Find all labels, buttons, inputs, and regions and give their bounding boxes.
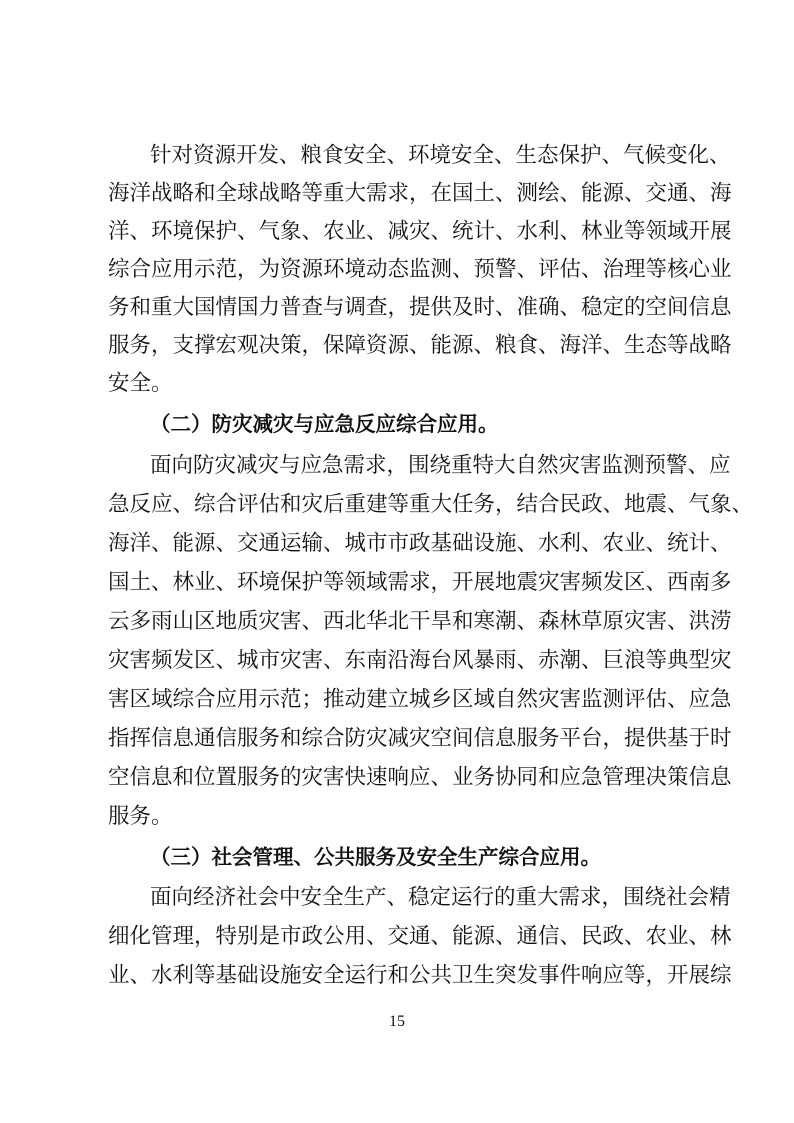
paragraph-line: 海洋、能源、交通运输、城市市政基础设施、水利、农业、统计、 bbox=[108, 531, 732, 556]
section-heading: （三）社会管理、公共服务及安全生产综合应用。 bbox=[150, 845, 601, 869]
paragraph-line: 综合应用示范，为资源环境动态监测、预警、评估、治理等核心业 bbox=[108, 257, 732, 282]
paragraph-line: 安全。 bbox=[108, 371, 173, 396]
paragraph-line: 云多雨山区地质灾害、西北华北干旱和寒潮、森林草原灾害、洪涝 bbox=[108, 609, 732, 634]
paragraph-line: 灾害频发区、城市灾害、东南沿海台风暴雨、赤潮、巨浪等典型灾 bbox=[108, 648, 732, 673]
paragraph-line: 业、水利等基础设施安全运行和公共卫生突发事件响应等，开展综 bbox=[108, 963, 732, 988]
section-heading: （二）防灾减灾与应急反应综合应用。 bbox=[150, 412, 499, 436]
page-number: 15 bbox=[389, 1013, 405, 1030]
paragraph-line: 海洋战略和全球战略等重大需求，在国土、测绘、能源、交通、海 bbox=[108, 181, 732, 206]
paragraph-line: 服务。 bbox=[108, 804, 173, 829]
paragraph-line: 务和重大国情国力普查与调查，提供及时、准确、稳定的空间信息 bbox=[108, 295, 732, 320]
paragraph-line: 面向经济社会中安全生产、稳定运行的重大需求，围绕社会精 bbox=[150, 885, 731, 910]
paragraph-line: 国土、林业、环境保护等领域需求，开展地震灾害频发区、西南多 bbox=[108, 570, 732, 595]
paragraph-line: 面向防灾减灾与应急需求，围绕重特大自然灾害监测预警、应 bbox=[150, 453, 731, 478]
paragraph-line: 服务，支撑宏观决策，保障资源、能源、粮食、海洋、生态等战略 bbox=[108, 333, 732, 358]
paragraph-line: 急反应、综合评估和灾后重建等重大任务，结合民政、地震、气象、 bbox=[108, 492, 754, 517]
paragraph-line: 空信息和位置服务的灾害快速响应、业务协同和应急管理决策信息 bbox=[108, 765, 732, 790]
paragraph-line: 洋、环境保护、气象、农业、减灾、统计、水利、林业等领域开展 bbox=[108, 219, 732, 244]
paragraph-line: 细化管理，特别是市政公用、交通、能源、通信、民政、农业、林 bbox=[108, 924, 732, 949]
paragraph-line: 针对资源开发、粮食安全、环境安全、生态保护、气候变化、 bbox=[150, 143, 731, 168]
paragraph-line: 指挥信息通信服务和综合防灾减灾空间信息服务平台，提供基于时 bbox=[108, 726, 732, 751]
paragraph-line: 害区域综合应用示范；推动建立城乡区域自然灾害监测评估、应急 bbox=[108, 687, 732, 712]
